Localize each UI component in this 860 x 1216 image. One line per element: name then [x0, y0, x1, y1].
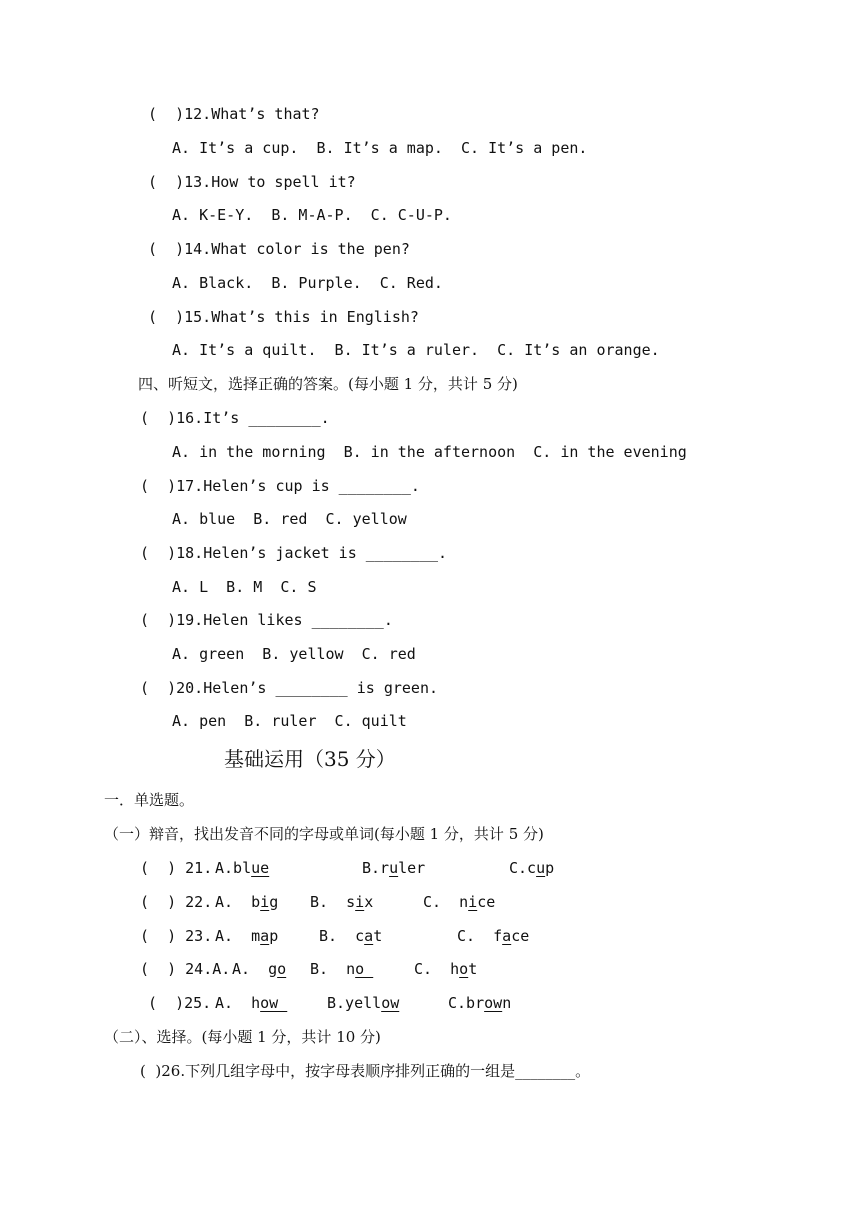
question-24-option-b: B. no	[310, 960, 374, 978]
question-18-options: A. L B. M C. S	[172, 578, 317, 596]
question-21-option-a: A.blue	[215, 859, 270, 877]
part-title: 基础运用（35 分）	[224, 747, 396, 771]
question-15-options: A. It’s a quilt. B. It’s a ruler. C. It’s an orange.	[172, 341, 660, 359]
question-23-option-a: A. map	[215, 927, 279, 945]
question-25-number: ( )25.	[148, 994, 212, 1012]
question-21-number: ( ) 21.	[140, 859, 213, 877]
question-12-options: A. It’s a cup. B. It’s a map. C. It’s a pen.	[172, 139, 588, 157]
question-24-option-c: C. hot	[414, 960, 478, 978]
question-23-option-c: C. face	[457, 927, 530, 945]
question-13-stem: ( )13.How to spell it?	[148, 173, 356, 191]
subsection-one-heading: （一）辩音，找出发音不同的字母或单词(每小题 1 分，共计 5 分)	[104, 825, 544, 843]
question-12-stem: ( )12.What’s that?	[148, 105, 320, 123]
section-4-heading: 四、听短文，选择正确的答案。(每小题 1 分，共计 5 分)	[138, 375, 518, 393]
question-23-option-b: B. cat	[319, 927, 383, 945]
question-21-option-c: C.cup	[509, 859, 555, 877]
question-15-stem: ( )15.What’s this in English?	[148, 308, 419, 326]
question-25-option-a: A. how	[215, 994, 288, 1012]
question-22-option-a: A. big	[215, 893, 279, 911]
question-20-stem: ( )20.Helen’s ________ is green.	[140, 679, 439, 697]
question-22-number: ( ) 22.	[140, 893, 213, 911]
question-17-stem: ( )17.Helen’s cup is ________.	[140, 477, 420, 495]
question-19-stem: ( )19.Helen likes ________.	[140, 611, 393, 629]
question-16-stem: ( )16.It’s ________.	[140, 409, 330, 427]
question-22-option-b: B. six	[310, 893, 374, 911]
question-24-number: ( ) 24.A.	[140, 960, 231, 978]
question-18-stem: ( )18.Helen’s jacket is ________.	[140, 544, 448, 562]
question-20-options: A. pen B. ruler C. quilt	[172, 712, 407, 730]
section-one-heading: 一．单选题。	[104, 791, 195, 809]
question-22-option-c: C. nice	[423, 893, 496, 911]
question-25-option-c: C.brown	[448, 994, 512, 1012]
question-17-options: A. blue B. red C. yellow	[172, 510, 407, 528]
question-19-options: A. green B. yellow C. red	[172, 645, 416, 663]
question-14-options: A. Black. B. Purple. C. Red.	[172, 274, 443, 292]
subsection-two-heading: （二）、选择。(每小题 1 分，共计 10 分)	[104, 1028, 381, 1046]
question-25-option-b: B.yellow	[327, 994, 400, 1012]
question-14-stem: ( )14.What color is the pen?	[148, 240, 410, 258]
question-24-option-a: A. go	[232, 960, 287, 978]
question-21-option-b: B.ruler	[362, 859, 426, 877]
question-26-stem: ( )26.下列几组字母中，按字母表顺序排列正确的一组是________。	[140, 1062, 591, 1080]
question-13-options: A. K-E-Y. B. M-A-P. C. C-U-P.	[172, 206, 452, 224]
question-16-options: A. in the morning B. in the afternoon C. in the evening	[172, 443, 687, 461]
question-23-number: ( ) 23.	[140, 927, 213, 945]
